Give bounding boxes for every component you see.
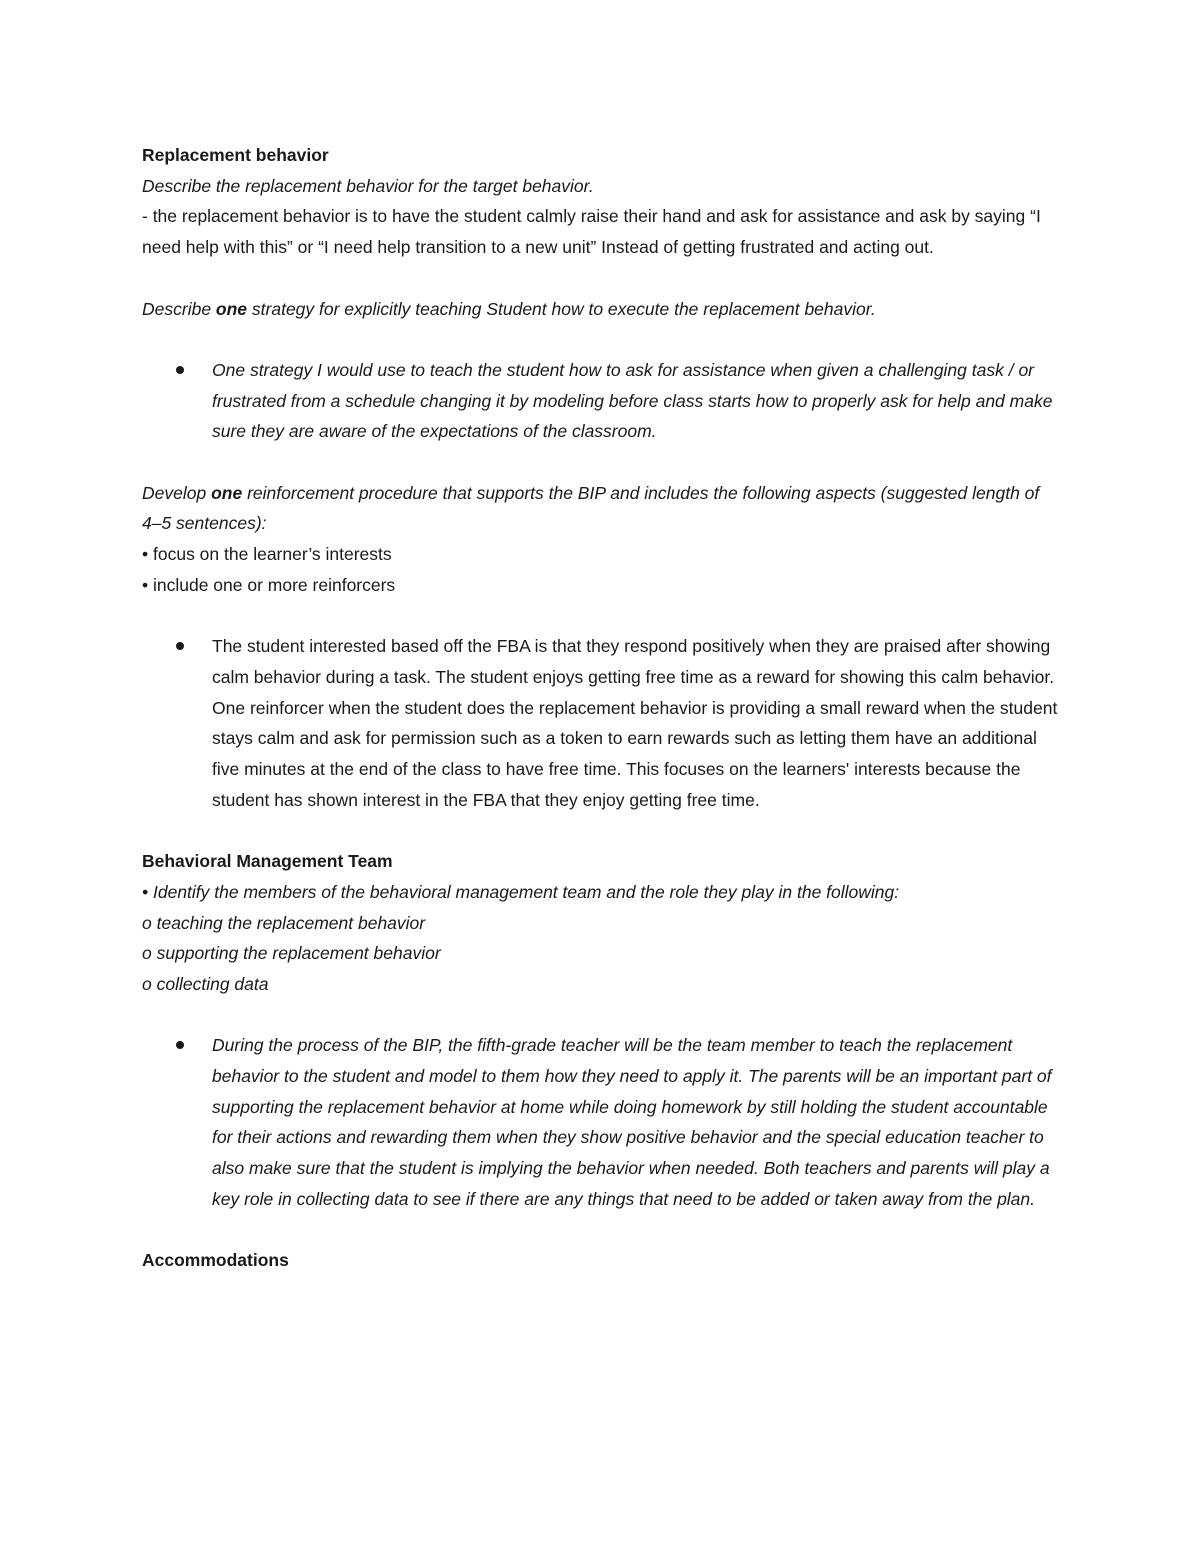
spacer <box>142 324 1062 355</box>
replacement-answer: - the replacement behavior is to have the student calmly raise their hand and ask for assistance and ask by saying “I need help with this” or “I need help transition to a new unit” Instead of getting frustrated and acting out. <box>142 206 1041 258</box>
reinforcement-bullet-list <box>142 631 1062 815</box>
reinforcement-aspect-1: • focus on the learner’s interests <box>142 544 392 565</box>
spacer <box>142 1000 1062 1031</box>
team-item-3: o collecting data <box>142 973 269 994</box>
spacer <box>142 815 1062 846</box>
strategy-prompt-emphasis: one <box>215 298 248 319</box>
strategy-answer-item <box>142 355 1062 447</box>
team-answer-item <box>142 1030 1062 1214</box>
spacer <box>142 1215 1062 1246</box>
spacer <box>142 601 1062 632</box>
team-heading: Behavioral Management Team <box>142 851 393 872</box>
reinforcement-prompt-emphasis: one <box>211 482 243 503</box>
bullet-icon <box>176 642 184 650</box>
reinforcement-prompt <box>142 478 1062 539</box>
bullet-icon <box>176 1041 184 1049</box>
strategy-prompt-pre: Describe <box>142 298 216 319</box>
reinforcement-prompt-post: reinforcement procedure that supports the BIP and includes the following aspects (suggested length of 4–5 sentences): <box>142 482 1040 534</box>
reinforcement-answer-item <box>142 631 1062 815</box>
bullet-icon <box>176 366 184 374</box>
team-prompt: • Identify the members of the behavioral management team and the role they play in the following: <box>142 881 900 902</box>
team-item-1: o teaching the replacement behavior <box>142 912 426 933</box>
strategy-prompt-post: strategy for explicitly teaching Student how to execute the replacement behavior. <box>247 298 876 319</box>
spacer <box>142 263 1062 294</box>
reinforcement-prompt-pre: Develop <box>142 482 212 503</box>
team-item-2: o supporting the replacement behavior <box>142 943 441 964</box>
accommodations-heading: Accommodations <box>142 1250 289 1271</box>
strategy-answer-text: One strategy I would use to teach the student how to ask for assistance when given a challenging task / or frustrated from a schedule changing it by modeling before class starts how to properly ask for help and make sure they are aware of the expectations of the classroom. <box>212 359 1053 442</box>
spacer <box>142 447 1062 478</box>
strategy-bullet-list <box>142 355 1062 447</box>
team-answer-text: During the process of the BIP, the fifth-grade teacher will be the team member to teach the replacement behavior to the student and model to them how they need to apply it. The parents will be an important part of supporting the replacement behavior at home while doing homework by still holding the student accountable for their actions and rewarding them when they show positive behavior and the special education teacher to also make sure that the student is implying the behavior when needed. Both teachers and parents will play a key role in collecting data to see if there are any things that need to be added or taken away from the plan. <box>212 1035 1052 1209</box>
replacement-heading: Replacement behavior <box>142 145 329 165</box>
strategy-prompt <box>142 294 1062 325</box>
document-page <box>142 140 1062 1276</box>
replacement-prompt: Describe the replacement behavior for the target behavior. <box>142 175 594 196</box>
reinforcement-answer-text: The student interested based off the FBA is that they respond positively when they are praised after showing calm behavior during a task. The student enjoys getting free time as a reward for showing this calm behavior. One reinforcer when the student does the replacement behavior is providing a small reward when the student stays calm and ask for permission such as a token to earn rewards such as letting them have an additional five minutes at the end of the class to have free time. This focuses on the learners' interests because the student has shown interest in the FBA that they enjoy getting free time. <box>212 636 1058 810</box>
reinforcement-aspect-2: • include one or more reinforcers <box>142 574 396 595</box>
team-bullet-list <box>142 1030 1062 1214</box>
